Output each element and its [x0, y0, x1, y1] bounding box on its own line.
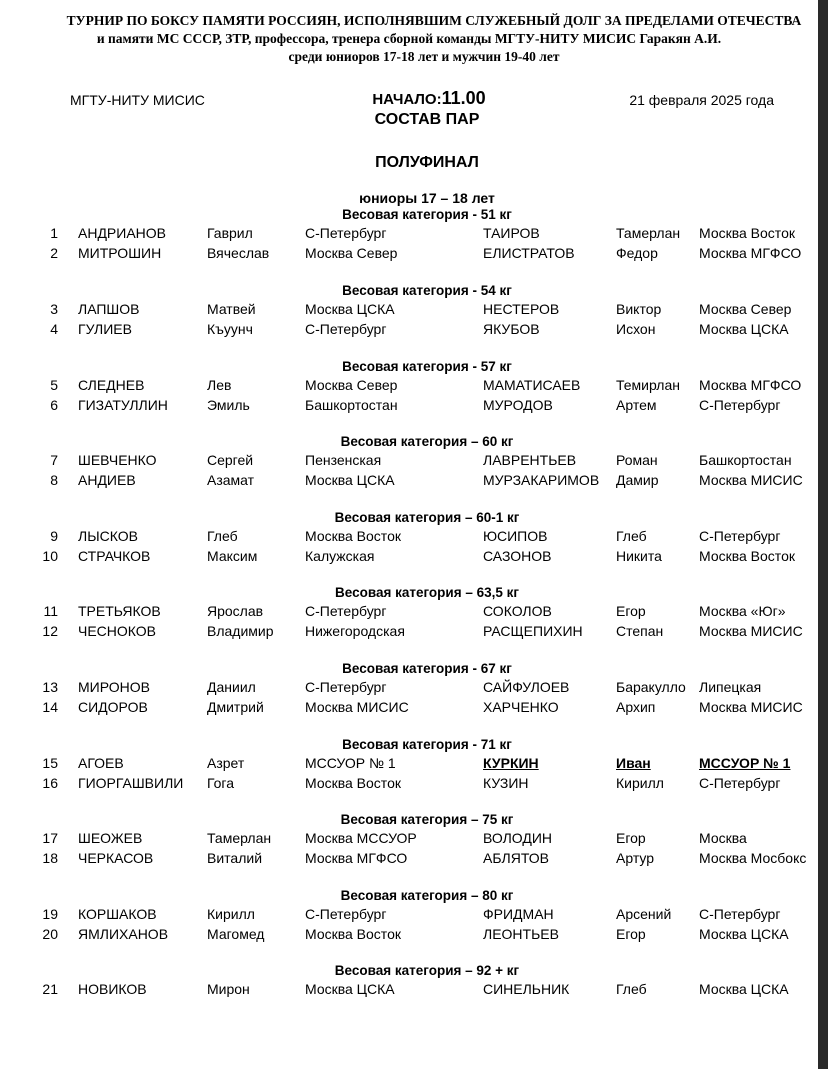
boxer-1-last-name: ШЕВЧЕНКО — [78, 452, 157, 468]
weight-category-title: Весовая категория - 67 кг — [342, 661, 512, 676]
boxer-1-first-name: Лев — [207, 377, 232, 393]
weight-category-title: Весовая категория – 75 кг — [340, 812, 514, 827]
bout-row — [0, 755, 818, 774]
boxer-2-last-name: ЛЕОНТЬЕВ — [483, 925, 559, 942]
boxer-1-team: Москва МИСИС — [305, 698, 409, 715]
bout-number: 18 — [42, 849, 58, 866]
boxer-1-team: Москва ЦСКА — [305, 301, 395, 317]
boxer-1-team: С-Петербург — [305, 225, 387, 241]
boxer-2-first-name: Архип — [616, 698, 656, 715]
boxer-2-team: Москва — [699, 830, 747, 846]
boxer-2-last-name: СОКОЛОВ — [483, 603, 552, 619]
boxer-1-last-name: МИТРОШИН — [78, 244, 162, 261]
bout-row — [0, 603, 818, 622]
boxer-2-team: Москва ЦСКА — [699, 981, 789, 997]
bout-row — [0, 377, 818, 396]
boxer-2-last-name: ЕЛИСТРАТОВ — [483, 244, 575, 261]
pairs-title: СОСТАВ ПАР — [374, 111, 480, 128]
boxer-1-first-name: Матвей — [207, 301, 256, 317]
bout-row — [0, 245, 818, 264]
weight-category-title: Весовая категория – 60 кг — [340, 434, 514, 449]
boxer-2-first-name: Степан — [616, 622, 664, 639]
weight-category-title: Весовая категория - 54 кг — [342, 283, 512, 298]
boxer-1-last-name: ЛЫСКОВ — [78, 528, 138, 544]
boxer-1-first-name: Тамерлан — [207, 830, 272, 846]
bout-number: 7 — [50, 452, 58, 468]
boxer-2-team: С-Петербург — [699, 396, 781, 413]
bout-number: 2 — [50, 244, 58, 261]
bout-row — [0, 321, 818, 340]
boxer-1-first-name: Мирон — [207, 981, 250, 997]
boxer-1-last-name: ЧЕСНОКОВ — [78, 622, 157, 639]
start-label: НАЧАЛО: — [372, 91, 442, 108]
boxer-2-team: Башкортостан — [699, 452, 792, 468]
boxer-1-last-name: ЛАПШОВ — [78, 301, 140, 317]
boxer-2-first-name: Кирилл — [616, 774, 664, 791]
boxer-2-team: Липецкая — [699, 679, 762, 695]
bout-number: 19 — [42, 906, 58, 922]
bout-number: 10 — [42, 547, 58, 564]
boxer-2-team: МССУОР № 1 — [699, 755, 791, 771]
boxer-2-first-name: Егор — [616, 830, 646, 846]
bout-number: 1 — [50, 225, 58, 241]
bout-number: 13 — [42, 679, 58, 695]
bout-number: 15 — [42, 755, 58, 771]
boxer-2-team: С-Петербург — [699, 528, 781, 544]
bout-number: 9 — [50, 528, 58, 544]
boxer-1-first-name: Гаврил — [207, 225, 253, 241]
bout-row — [0, 981, 818, 1000]
boxer-2-first-name: Арсений — [616, 906, 672, 922]
boxer-1-last-name: АНДРИАНОВ — [78, 225, 167, 241]
boxer-1-last-name: ШЕОЖЕВ — [78, 830, 143, 846]
boxer-1-team: С-Петербург — [305, 906, 387, 922]
boxer-1-last-name: СТРАЧКОВ — [78, 547, 151, 564]
boxer-1-first-name: Азамат — [207, 471, 255, 488]
boxer-1-team: Москва Восток — [305, 774, 401, 791]
boxer-1-team: Москва ЦСКА — [305, 471, 395, 488]
weight-category-title: Весовая категория – 63,5 кг — [334, 585, 519, 600]
boxer-1-team: Пензенская — [305, 452, 382, 468]
boxer-2-team: Москва Мосбокс — [699, 849, 807, 866]
boxer-2-team: Москва МИСИС — [699, 698, 803, 715]
bout-row — [0, 397, 818, 416]
boxer-1-first-name: Вячеслав — [207, 244, 270, 261]
age-group-title: юниоры 17 – 18 лет — [359, 190, 495, 206]
boxer-2-last-name: РАСЩЕПИХИН — [483, 622, 583, 639]
start-time: 11.00 — [441, 88, 486, 108]
boxer-1-team: Москва Восток — [305, 528, 401, 544]
bout-row — [0, 906, 818, 925]
weight-category-title: Весовая категория - 57 кг — [342, 359, 512, 374]
boxer-1-team: Москва МГФСО — [305, 849, 408, 866]
stage-title: ПОЛУФИНАЛ — [375, 154, 479, 171]
boxer-2-first-name: Дамир — [616, 471, 659, 488]
boxer-1-last-name: ГИОРГАШВИЛИ — [78, 774, 184, 791]
weight-category-title: Весовая категория – 92 + кг — [334, 963, 520, 978]
boxer-2-last-name: МУРОДОВ — [483, 396, 553, 413]
boxer-2-first-name: Исхон — [616, 320, 656, 337]
boxer-2-last-name: ВОЛОДИН — [483, 830, 553, 846]
boxer-2-team: С-Петербург — [699, 774, 781, 791]
boxer-1-team: Москва ЦСКА — [305, 981, 395, 997]
boxer-2-last-name: СИНЕЛЬНИК — [483, 981, 570, 997]
boxer-2-last-name: ЯКУБОВ — [483, 320, 540, 337]
boxer-2-last-name: КУЗИН — [483, 774, 529, 791]
organizer: МГТУ-НИТУ МИСИС — [70, 92, 205, 108]
boxer-1-last-name: ЯМЛИХАНОВ — [78, 925, 169, 942]
boxer-2-team: Москва Восток — [699, 225, 795, 241]
boxer-1-team: Москва Север — [305, 377, 398, 393]
boxer-1-last-name: МИРОНОВ — [78, 679, 150, 695]
boxer-1-team: С-Петербург — [305, 679, 387, 695]
boxer-1-team: С-Петербург — [305, 320, 387, 337]
boxer-2-last-name: ХАРЧЕНКО — [483, 698, 559, 715]
bout-number: 12 — [42, 622, 58, 639]
boxer-1-last-name: СИДОРОВ — [78, 698, 148, 715]
header-line-1: ТУРНИР ПО БОКСУ ПАМЯТИ РОССИЯН, ИСПОЛНЯВШИМ СЛУЖЕБНЫЙ ДОЛГ ЗА ПРЕДЕЛАМИ ОТЕЧЕСТВА — [66, 13, 802, 28]
boxer-1-first-name: Дмитрий — [207, 698, 264, 715]
bout-row — [0, 472, 818, 491]
bout-number: 8 — [50, 471, 58, 488]
boxer-1-team: Калужская — [305, 547, 375, 564]
boxer-1-last-name: ТРЕТЬЯКОВ — [78, 603, 161, 619]
boxer-2-first-name: Никита — [616, 547, 662, 564]
boxer-1-last-name: АГОЕВ — [78, 755, 124, 771]
boxer-1-first-name: Кирилл — [207, 906, 255, 922]
boxer-2-last-name: ФРИДМАН — [483, 906, 554, 922]
boxer-1-team: Москва МССУОР — [305, 830, 417, 846]
boxer-2-first-name: Виктор — [616, 301, 662, 317]
boxer-2-last-name: КУРКИН — [483, 755, 539, 771]
bout-row — [0, 830, 818, 849]
bout-number: 4 — [50, 320, 58, 337]
bout-row — [0, 679, 818, 698]
boxer-2-team: Москва МГФСО — [699, 244, 802, 261]
bout-number: 3 — [50, 301, 58, 317]
boxer-2-first-name: Баракулло — [616, 679, 686, 695]
bout-row — [0, 225, 818, 244]
boxer-1-last-name: ГИЗАТУЛЛИН — [78, 396, 168, 413]
bout-number: 5 — [50, 377, 58, 393]
bout-number: 6 — [50, 396, 58, 413]
boxer-2-last-name: ТАИРОВ — [483, 225, 540, 241]
boxer-1-team: Москва Север — [305, 244, 398, 261]
boxer-1-last-name: КОРШАКОВ — [78, 906, 157, 922]
boxer-1-first-name: Виталий — [207, 849, 263, 866]
boxer-2-team: Москва Север — [699, 301, 792, 317]
boxer-2-first-name: Артем — [616, 396, 657, 413]
bout-number: 21 — [42, 981, 58, 997]
boxer-1-team: Нижегородская — [305, 622, 405, 639]
boxer-2-team: Москва МГФСО — [699, 377, 802, 393]
boxer-2-team: Москва МИСИС — [699, 622, 803, 639]
boxer-2-first-name: Федор — [616, 244, 658, 261]
boxer-1-first-name: Магомед — [207, 925, 265, 942]
boxer-1-team: МССУОР № 1 — [305, 755, 396, 771]
bout-row — [0, 775, 818, 794]
weight-category-title: Весовая категория – 80 кг — [340, 888, 514, 903]
boxer-1-last-name: ЧЕРКАСОВ — [78, 849, 154, 866]
bout-number: 11 — [43, 603, 58, 619]
boxer-2-team: Москва «Юг» — [699, 603, 786, 619]
boxer-1-first-name: Максим — [207, 547, 258, 564]
boxer-1-team: Башкортостан — [305, 396, 398, 413]
boxer-1-first-name: Глеб — [207, 528, 238, 544]
boxer-2-first-name: Егор — [616, 925, 646, 942]
bout-row — [0, 452, 818, 471]
boxer-1-team: Москва Восток — [305, 925, 401, 942]
boxer-2-first-name: Глеб — [616, 981, 647, 997]
bout-row — [0, 528, 818, 547]
bout-row — [0, 850, 818, 869]
bout-number: 14 — [42, 698, 58, 715]
boxer-1-last-name: НОВИКОВ — [78, 981, 147, 997]
header-line-3: среди юниоров 17-18 лет и мужчин 19-40 лет — [288, 49, 560, 64]
boxer-2-last-name: ЮСИПОВ — [483, 528, 548, 544]
boxer-2-team: С-Петербург — [699, 906, 781, 922]
boxer-2-first-name: Иван — [616, 755, 651, 771]
boxer-2-team: Москва ЦСКА — [699, 320, 789, 337]
boxer-2-first-name: Темирлан — [616, 377, 680, 393]
boxer-1-first-name: Къуунч — [207, 320, 253, 337]
boxer-2-first-name: Артур — [616, 849, 655, 866]
bout-number: 20 — [42, 925, 58, 942]
boxer-1-first-name: Эмиль — [207, 396, 250, 413]
boxer-2-first-name: Тамерлан — [616, 225, 681, 241]
boxer-1-first-name: Даниил — [207, 679, 256, 695]
boxer-1-last-name: СЛЕДНЕВ — [78, 377, 145, 393]
bout-row — [0, 301, 818, 320]
boxer-2-last-name: МУРЗАКАРИМОВ — [483, 471, 600, 488]
bout-row — [0, 623, 818, 642]
boxer-2-last-name: МАМАТИСАЕВ — [483, 377, 581, 393]
boxer-1-team: С-Петербург — [305, 603, 387, 619]
boxer-2-last-name: АБЛЯТОВ — [483, 849, 549, 866]
boxer-2-first-name: Роман — [616, 452, 658, 468]
bout-number: 17 — [42, 830, 58, 846]
boxer-2-last-name: НЕСТЕРОВ — [483, 301, 560, 317]
boxer-2-team: Москва Восток — [699, 547, 795, 564]
event-date: 21 февраля 2025 года — [629, 92, 774, 108]
boxer-2-last-name: ЛАВРЕНТЬЕВ — [483, 452, 577, 468]
start-time-block — [360, 88, 498, 109]
bout-number: 16 — [42, 774, 58, 791]
boxer-1-last-name: АНДИЕВ — [78, 471, 136, 488]
boxer-2-team: Москва МИСИС — [699, 471, 803, 488]
boxer-2-first-name: Егор — [616, 603, 646, 619]
boxer-2-first-name: Глеб — [616, 528, 647, 544]
boxer-2-last-name: САЗОНОВ — [483, 547, 552, 564]
boxer-2-team: Москва ЦСКА — [699, 925, 789, 942]
header-line-2: и памяти МС СССР, ЗТР, профессора, тренера сборной команды МГТУ-НИТУ МИСИС Гаракян А.И. — [96, 31, 722, 46]
bout-row — [0, 926, 818, 945]
bout-row — [0, 548, 818, 567]
boxer-1-last-name: ГУЛИЕВ — [78, 320, 132, 337]
weight-category-title: Весовая категория - 71 кг — [342, 737, 512, 752]
boxer-1-first-name: Гога — [207, 774, 235, 791]
boxer-2-last-name: САЙФУЛОЕВ — [483, 679, 570, 695]
boxer-1-first-name: Азрет — [207, 755, 245, 771]
boxer-1-first-name: Ярослав — [207, 603, 264, 619]
weight-category-title: Весовая категория - 51 кг — [342, 207, 512, 222]
boxer-1-first-name: Сергей — [207, 452, 254, 468]
boxer-1-first-name: Владимир — [207, 622, 274, 639]
document-header — [0, 12, 818, 66]
weight-category-title: Весовая категория – 60-1 кг — [334, 510, 520, 525]
bout-row — [0, 699, 818, 718]
